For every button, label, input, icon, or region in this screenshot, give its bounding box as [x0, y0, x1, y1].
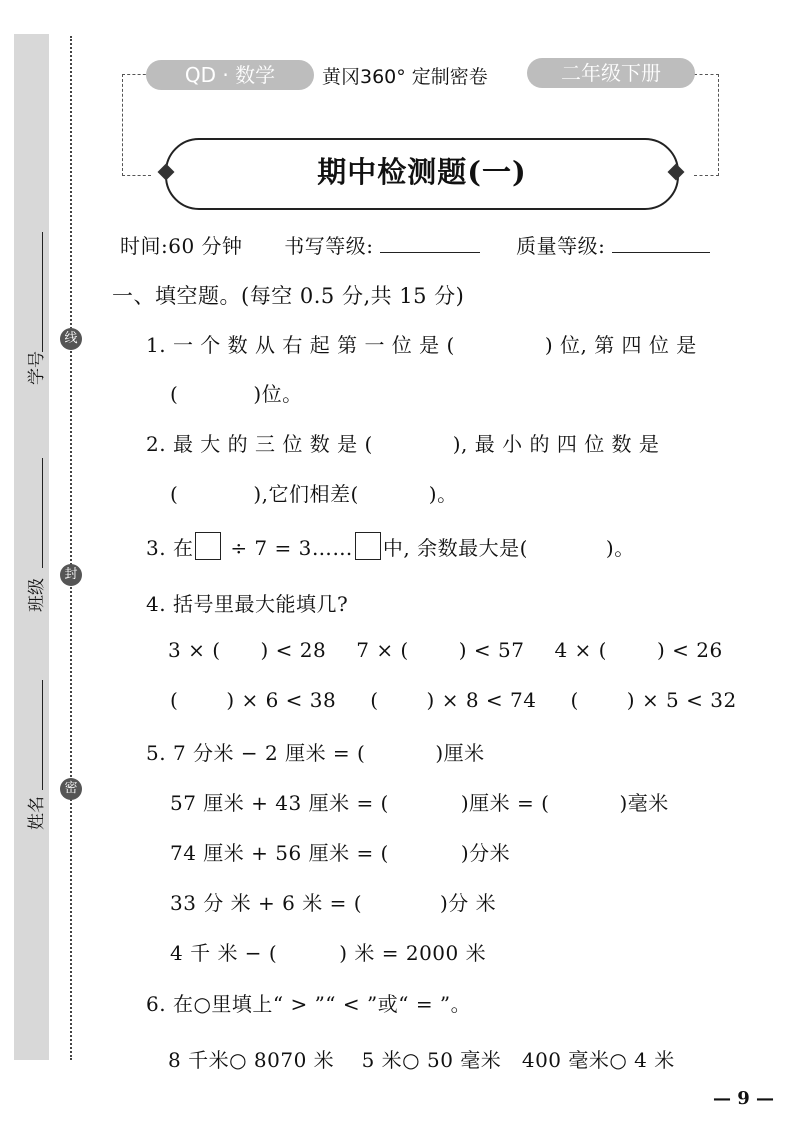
seal-mark-secret: 密	[60, 778, 82, 800]
q3-text-b: ÷ 7 = 3……	[230, 536, 353, 560]
q5-r4-b: )分 米	[440, 891, 497, 915]
class-label: 班级	[27, 578, 47, 612]
name-label: 姓名	[27, 796, 47, 830]
q4-r2-e: (	[570, 688, 579, 712]
writing-grade-label: 书写等级:	[284, 234, 374, 258]
q4-r2-c: (	[370, 688, 379, 712]
q5-r3-b: )分米	[460, 841, 511, 865]
question-5-row-4	[170, 887, 496, 916]
student-id-label: 学号	[27, 351, 47, 385]
q5-r3-a: 74 厘米 + 56 厘米 = (	[170, 841, 389, 865]
q4-r1-c: 7 × (	[356, 638, 409, 662]
question-2-line-2	[170, 478, 458, 507]
page-number: — 9 —	[712, 1088, 774, 1109]
q4-r2-f: ) × 5 < 32	[626, 688, 737, 712]
q1-text-b: ) 位, 第 四 位 是	[544, 333, 697, 357]
header-bracket-left	[122, 74, 151, 176]
quality-grade-label: 质量等级:	[516, 234, 606, 258]
name-rule	[42, 680, 43, 790]
q4-r2-a: (	[170, 688, 179, 712]
time-label: 时间:60 分钟	[120, 234, 243, 258]
subject-pill: QD · 数学	[146, 60, 314, 90]
q2-text-d: ),它们相差(	[253, 482, 359, 506]
q4-r2-b: ) × 6 < 38	[226, 688, 337, 712]
question-4-row-1	[168, 638, 723, 662]
q2-text-b: ), 最 小 的 四 位 数 是	[452, 432, 660, 456]
q3-text-d: )。	[605, 536, 635, 560]
q1-text-a: 1. 一 个 数 从 右 起 第 一 位 是 (	[146, 333, 455, 357]
question-5-row-2	[170, 787, 669, 816]
cut-line	[70, 36, 72, 1060]
question-4-row-2	[170, 688, 737, 712]
q4-r1-f: ) < 26	[656, 638, 723, 662]
q4-r1-b: ) < 28	[260, 638, 327, 662]
section-heading: 一、填空题。(每空 0.5 分,共 15 分)	[112, 284, 465, 308]
series-name: 黄冈360° 定制密卷	[322, 66, 488, 88]
question-5-row-5	[170, 937, 486, 966]
q5-r5-a: 4 千 米 − (	[170, 941, 278, 965]
question-3	[146, 532, 635, 561]
header-bracket-right	[694, 74, 719, 176]
dividend-box[interactable]	[195, 532, 221, 560]
q5-text-a: 5. 7 分米 − 2 厘米 = (	[146, 741, 366, 765]
q4-r1-e: 4 × (	[554, 638, 607, 662]
q3-text-c: 中, 余数最大是(	[382, 536, 528, 560]
question-5	[146, 737, 485, 766]
q4-r1-d: ) < 57	[458, 638, 525, 662]
q5-r2-c: )毫米	[619, 791, 669, 815]
grade-pill: 二年级下册	[527, 58, 695, 88]
quality-grade-field[interactable]	[612, 234, 710, 253]
page-title: 期中检测题(一)	[317, 155, 527, 189]
question-6: 6. 在○里填上“ > ”“ < ”或“ = ”。	[146, 992, 472, 1016]
q2-text-c: (	[170, 482, 179, 506]
question-5-row-3	[170, 837, 510, 866]
q5-r4-a: 33 分 米 + 6 米 = (	[170, 891, 362, 915]
seal-mark-line: 线	[60, 328, 82, 350]
question-4: 4. 括号里最大能填几?	[146, 592, 349, 616]
question-1-line-1	[146, 329, 697, 358]
q5-r2-a: 57 厘米 + 43 厘米 = (	[170, 791, 389, 815]
writing-grade-field[interactable]	[380, 234, 480, 253]
binding-margin	[14, 34, 49, 1060]
q1-text-c: (	[170, 382, 179, 406]
question-6-row: 8 千米○ 8070 米 5 米○ 50 毫米 400 毫米○ 4 米	[168, 1048, 675, 1072]
question-2-line-1	[146, 428, 659, 457]
remainder-box[interactable]	[355, 532, 381, 560]
class-rule	[42, 458, 43, 568]
q3-text-a: 3. 在	[146, 536, 194, 560]
q4-r1-a: 3 × (	[168, 638, 221, 662]
seal-mark-seal: 封	[60, 564, 82, 586]
question-1-line-2	[170, 378, 303, 407]
q5-r2-b: )厘米 = (	[460, 791, 550, 815]
q1-text-d: )位。	[253, 382, 303, 406]
q2-text-e: )。	[428, 482, 458, 506]
meta-line	[120, 230, 710, 259]
q5-r5-b: ) 米 = 2000 米	[339, 941, 487, 965]
q2-text-a: 2. 最 大 的 三 位 数 是 (	[146, 432, 373, 456]
q4-r2-d: ) × 8 < 74	[426, 688, 537, 712]
student-id-rule	[42, 232, 43, 352]
q5-text-b: )厘米	[435, 741, 485, 765]
